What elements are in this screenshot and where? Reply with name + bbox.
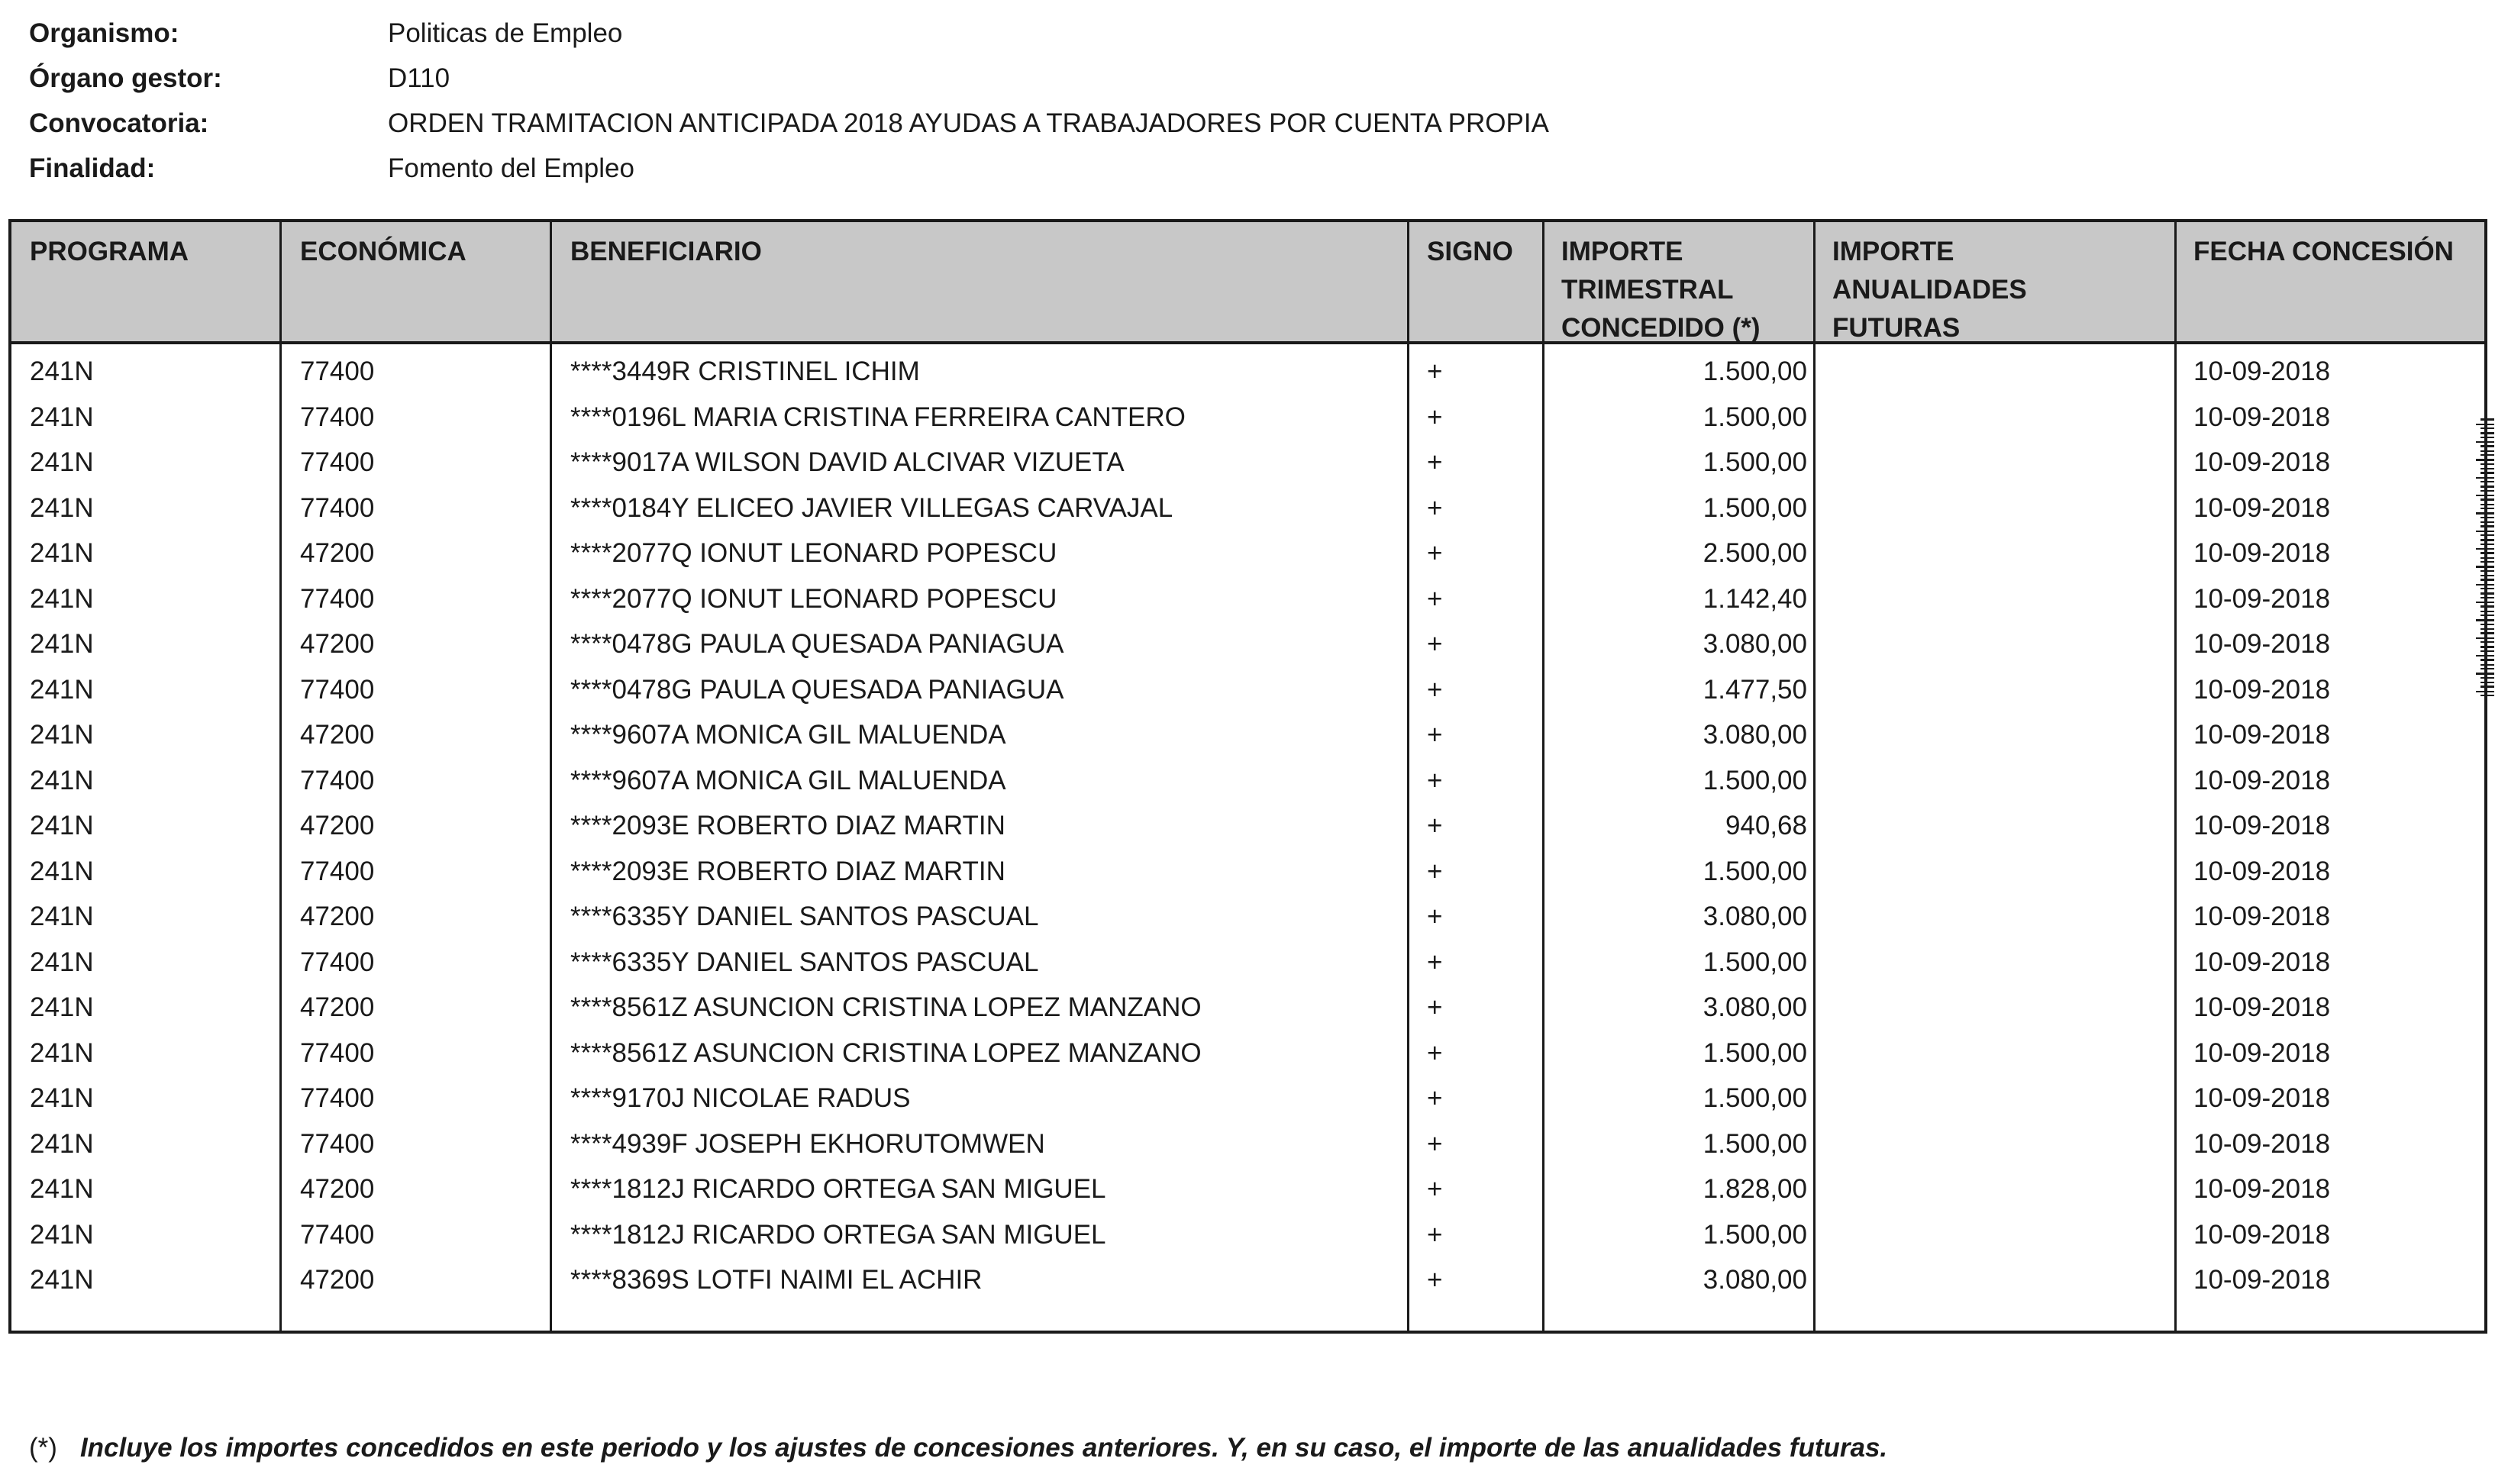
barcode-stripe [2480,695,2494,696]
cell-fecha-concesion: 10-09-2018 [2193,1265,2331,1295]
cell-programa: 241N [30,947,94,977]
cell-programa: 241N [30,356,94,386]
cell-signo: + [1427,356,1443,386]
table-row [11,576,2484,622]
organismo-value: Politicas de Empleo [388,18,623,48]
barcode-stripe [2476,691,2494,692]
cell-beneficiario: ****9170J NICOLAE RADUS [570,1083,911,1113]
barcode-stripe [2480,552,2494,554]
cell-fecha-concesion: 10-09-2018 [2193,629,2331,659]
cell-beneficiario: ****3449R CRISTINEL ICHIM [570,356,920,386]
cell-economica: 47200 [300,538,375,568]
cell-signo: + [1427,629,1443,659]
cell-signo: + [1427,992,1443,1022]
table-row [11,531,2484,576]
cell-signo: + [1427,402,1443,432]
cell-fecha-concesion: 10-09-2018 [2193,1083,2331,1113]
barcode-stripe [2480,611,2494,612]
cell-fecha-concesion: 10-09-2018 [2193,765,2331,795]
table-row [11,1121,2484,1167]
barcode-stripe [2480,575,2494,576]
barcode-stripe [2476,584,2494,586]
barcode-stripe [2480,418,2494,421]
barcode-stripe [2480,504,2494,505]
barcode-stripe [2480,472,2494,474]
barcode-icon [2476,418,2494,701]
barcode-stripe [2480,534,2494,536]
barcode-stripe [2480,659,2494,661]
cell-beneficiario: ****1812J RICARDO ORTEGA SAN MIGUEL [570,1174,1106,1204]
cell-importe-trimestral: 1.142,40 [1703,583,1807,614]
barcode-stripe [2480,432,2494,434]
cell-signo: + [1427,1219,1443,1250]
cell-economica: 77400 [300,856,375,886]
cell-beneficiario: ****2077Q IONUT LEONARD POPESCU [570,583,1057,614]
cell-economica: 77400 [300,1037,375,1068]
cell-economica: 77400 [300,447,375,477]
barcode-stripe [2480,677,2494,679]
barcode-stripe [2480,427,2494,429]
cell-economica: 47200 [300,720,375,750]
header-beneficiario: BENEFICIARIO [570,237,762,266]
cell-economica: 77400 [300,402,375,432]
cell-programa: 241N [30,1037,94,1068]
barcode-stripe [2476,655,2494,657]
barcode-stripe [2480,628,2494,630]
cell-importe-trimestral: 1.500,00 [1703,356,1807,386]
cell-signo: + [1427,1128,1443,1159]
organo-label: Órgano gestor: [29,63,222,93]
barcode-stripe [2480,490,2494,492]
cell-programa: 241N [30,1265,94,1295]
cell-beneficiario: ****6335Y DANIEL SANTOS PASCUAL [570,902,1039,931]
barcode-stripe [2480,632,2494,634]
barcode-stripe [2476,477,2494,479]
table-row [11,1212,2484,1258]
cell-programa: 241N [30,1219,94,1250]
cell-beneficiario: ****2077Q IONUT LEONARD POPESCU [570,538,1057,568]
barcode-stripe [2480,579,2494,581]
table-row [11,758,2484,804]
header-importe-trimestral: IMPORTE TRIMESTRAL CONCEDIDO (*) [1561,237,1761,343]
meta-row-organismo [29,11,2014,56]
cell-importe-trimestral: 3.080,00 [1703,720,1807,750]
cell-importe-trimestral: 940,68 [1725,811,1807,840]
cell-importe-trimestral: 1.500,00 [1703,947,1807,977]
table-row [11,894,2484,940]
organo-value: D110 [388,63,450,93]
cell-importe-trimestral: 2.500,00 [1703,538,1807,568]
cell-beneficiario: ****9017A WILSON DAVID ALCIVAR VIZUETA [570,447,1125,477]
barcode-stripe [2480,525,2494,527]
barcode-stripe [2480,641,2494,643]
cell-fecha-concesion: 10-09-2018 [2193,538,2331,568]
barcode-stripe [2480,646,2494,648]
barcode-stripe [2476,566,2494,568]
table-row [11,395,2484,440]
barcode-stripe [2480,481,2494,482]
cell-programa: 241N [30,811,94,840]
cell-programa: 241N [30,1083,94,1113]
barcode-stripe [2480,498,2494,501]
cell-signo: + [1427,1265,1443,1295]
barcode-stripe [2480,486,2494,488]
barcode-stripe [2480,517,2494,518]
table-row [11,667,2484,713]
barcode-stripe [2480,588,2494,589]
cell-fecha-concesion: 10-09-2018 [2193,720,2331,750]
cell-economica: 47200 [300,992,375,1022]
cell-signo: + [1427,765,1443,795]
barcode-stripe [2480,668,2494,669]
cell-fecha-concesion: 10-09-2018 [2193,1128,2331,1159]
cell-economica: 47200 [300,1265,375,1295]
cell-signo: + [1427,1037,1443,1068]
barcode-stripe [2480,592,2494,595]
table-row [11,712,2484,758]
convocatoria-value: ORDEN TRAMITACION ANTICIPADA 2018 AYUDAS A TRABAJADORES POR CUENTA PROPIA [388,108,1549,138]
cell-economica: 47200 [300,1174,375,1204]
cell-signo: + [1427,811,1443,840]
cell-beneficiario: ****0478G PAULA QUESADA PANIAGUA [570,674,1064,705]
cell-beneficiario: ****8561Z ASUNCION CRISTINA LOPEZ MANZANO [570,1037,1202,1068]
barcode-stripe [2476,673,2494,675]
cell-fecha-concesion: 10-09-2018 [2193,1037,2331,1068]
cell-programa: 241N [30,447,94,477]
cell-signo: + [1427,583,1443,614]
cell-economica: 47200 [300,902,375,931]
barcode-stripe [2480,615,2494,616]
table-body [11,349,2484,1303]
cell-beneficiario: ****4939F JOSEPH EKHORUTOMWEN [570,1128,1045,1159]
barcode-stripe [2480,570,2494,572]
table-row [11,985,2484,1031]
table-row [11,621,2484,667]
cell-beneficiario: ****0196L MARIA CRISTINA FERREIRA CANTERO [570,402,1186,432]
cell-signo: + [1427,492,1443,523]
barcode-stripe [2480,561,2494,563]
table-row [11,1257,2484,1303]
footnote [29,1433,1887,1463]
cell-importe-trimestral: 1.500,00 [1703,1128,1807,1159]
table-row [11,803,2484,849]
cell-signo: + [1427,1174,1443,1204]
cell-beneficiario: ****9607A MONICA GIL MALUENDA [570,765,1006,795]
barcode-stripe [2480,544,2494,545]
meta-row-finalidad [29,146,2014,191]
cell-economica: 77400 [300,674,375,705]
cell-signo: + [1427,947,1443,977]
cell-signo: + [1427,720,1443,750]
cell-fecha-concesion: 10-09-2018 [2193,902,2331,931]
cell-economica: 47200 [300,629,375,659]
cell-importe-trimestral: 1.500,00 [1703,492,1807,523]
cell-importe-trimestral: 3.080,00 [1703,1265,1807,1295]
cell-economica: 77400 [300,1128,375,1159]
cell-beneficiario: ****9607A MONICA GIL MALUENDA [570,720,1006,750]
cell-importe-trimestral: 1.500,00 [1703,1037,1807,1068]
cell-beneficiario: ****0478G PAULA QUESADA PANIAGUA [570,629,1064,659]
cell-economica: 77400 [300,765,375,795]
cell-beneficiario: ****8561Z ASUNCION CRISTINA LOPEZ MANZANO [570,992,1202,1022]
cell-fecha-concesion: 10-09-2018 [2193,447,2331,477]
cell-signo: + [1427,1083,1443,1113]
cell-programa: 241N [30,1128,94,1159]
barcode-stripe [2476,531,2494,532]
cell-fecha-concesion: 10-09-2018 [2193,856,2331,886]
cell-importe-trimestral: 3.080,00 [1703,629,1807,659]
meta-row-convocatoria [29,101,2014,146]
barcode-stripe [2480,437,2494,438]
finalidad-value: Fomento del Empleo [388,153,634,183]
table-row [11,1076,2484,1121]
cell-fecha-concesion: 10-09-2018 [2193,356,2331,386]
cell-beneficiario: ****2093E ROBERTO DIAZ MARTIN [570,811,1005,840]
barcode-stripe [2476,441,2494,443]
cell-signo: + [1427,856,1443,886]
cell-programa: 241N [30,538,94,568]
barcode-stripe [2480,557,2494,559]
cell-fecha-concesion: 10-09-2018 [2193,1219,2331,1250]
cell-fecha-concesion: 10-09-2018 [2193,583,2331,614]
barcode-stripe [2480,445,2494,447]
cell-fecha-concesion: 10-09-2018 [2193,1174,2331,1204]
grants-table [8,219,2487,1334]
barcode-stripe [2480,664,2494,666]
cell-programa: 241N [30,629,94,659]
barcode-stripe [2476,424,2494,425]
cell-programa: 241N [30,492,94,523]
cell-fecha-concesion: 10-09-2018 [2193,492,2331,523]
cell-signo: + [1427,538,1443,568]
cell-economica: 47200 [300,811,375,840]
footnote-mark: (*) [29,1433,57,1463]
cell-fecha-concesion: 10-09-2018 [2193,811,2331,840]
cell-beneficiario: ****1812J RICARDO ORTEGA SAN MIGUEL [570,1219,1106,1250]
table-row [11,1031,2484,1076]
barcode-stripe [2480,686,2494,688]
barcode-stripe [2480,682,2494,683]
cell-economica: 77400 [300,947,375,977]
cell-importe-trimestral: 1.500,00 [1703,1083,1807,1113]
barcode-stripe [2480,468,2494,469]
cell-importe-trimestral: 1.500,00 [1703,447,1807,477]
meta-row-organo [29,56,2014,101]
document-meta [29,11,2014,191]
cell-beneficiario: ****6335Y DANIEL SANTOS PASCUAL [570,947,1039,977]
barcode-stripe [2480,454,2494,456]
finalidad-label: Finalidad: [29,153,156,183]
cell-programa: 241N [30,720,94,750]
barcode-stripe [2476,548,2494,550]
barcode-stripe [2476,459,2494,461]
barcode-stripe [2476,602,2494,603]
cell-beneficiario: ****8369S LOTFI NAIMI EL ACHIR [570,1265,983,1295]
cell-programa: 241N [30,674,94,705]
barcode-stripe [2476,495,2494,496]
cell-importe-trimestral: 1.500,00 [1703,856,1807,886]
cell-programa: 241N [30,992,94,1022]
cell-programa: 241N [30,856,94,886]
cell-fecha-concesion: 10-09-2018 [2193,947,2331,977]
barcode-stripe [2480,450,2494,452]
cell-importe-trimestral: 1.500,00 [1703,402,1807,432]
cell-programa: 241N [30,583,94,614]
cell-signo: + [1427,674,1443,705]
table-row [11,349,2484,395]
cell-economica: 77400 [300,1083,375,1113]
barcode-stripe [2476,512,2494,515]
header-programa: PROGRAMA [30,237,189,266]
cell-importe-trimestral: 1.477,50 [1703,674,1807,705]
barcode-stripe [2480,605,2494,608]
cell-programa: 241N [30,1174,94,1204]
table-row [11,849,2484,895]
cell-beneficiario: ****0184Y ELICEO JAVIER VILLEGAS CARVAJAL [570,492,1173,523]
cell-importe-trimestral: 1.828,00 [1703,1174,1807,1204]
header-fecha-concesion: FECHA CONCESIÓN [2193,237,2454,266]
cell-economica: 77400 [300,1219,375,1250]
convocatoria-label: Convocatoria: [29,108,209,138]
barcode-stripe [2476,637,2494,639]
barcode-stripe [2476,619,2494,621]
cell-economica: 77400 [300,583,375,614]
cell-programa: 241N [30,402,94,432]
table-row [11,940,2484,986]
cell-fecha-concesion: 10-09-2018 [2193,674,2331,705]
table-row [11,486,2484,531]
barcode-stripe [2480,650,2494,652]
cell-signo: + [1427,447,1443,477]
cell-importe-trimestral: 1.500,00 [1703,765,1807,795]
cell-importe-trimestral: 3.080,00 [1703,992,1807,1022]
footnote-text: Incluye los importes concedidos en este periodo y los ajustes de concesiones anteriores. Y, en su caso, el importe de las anualidades futuras. [79,1433,1888,1463]
cell-programa: 241N [30,902,94,931]
cell-importe-trimestral: 3.080,00 [1703,902,1807,931]
cell-fecha-concesion: 10-09-2018 [2193,402,2331,432]
cell-signo: + [1427,902,1443,931]
table-header [11,222,2484,344]
barcode-stripe [2480,508,2494,509]
barcode-stripe [2480,521,2494,523]
barcode-stripe [2480,624,2494,625]
barcode-stripe [2480,539,2494,541]
cell-economica: 77400 [300,356,375,386]
barcode-stripe [2480,597,2494,598]
table-row [11,440,2484,486]
header-importe-futuras: IMPORTE ANUALIDADES FUTURAS [1832,237,2027,343]
cell-fecha-concesion: 10-09-2018 [2193,992,2331,1022]
table-row [11,1166,2484,1212]
cell-economica: 77400 [300,492,375,523]
organismo-label: Organismo: [29,18,179,48]
cell-importe-trimestral: 1.500,00 [1703,1219,1807,1250]
cell-beneficiario: ****2093E ROBERTO DIAZ MARTIN [570,856,1005,886]
header-signo: SIGNO [1427,237,1513,266]
barcode-stripe [2480,463,2494,465]
cell-programa: 241N [30,765,94,795]
header-economica: ECONÓMICA [300,237,466,266]
